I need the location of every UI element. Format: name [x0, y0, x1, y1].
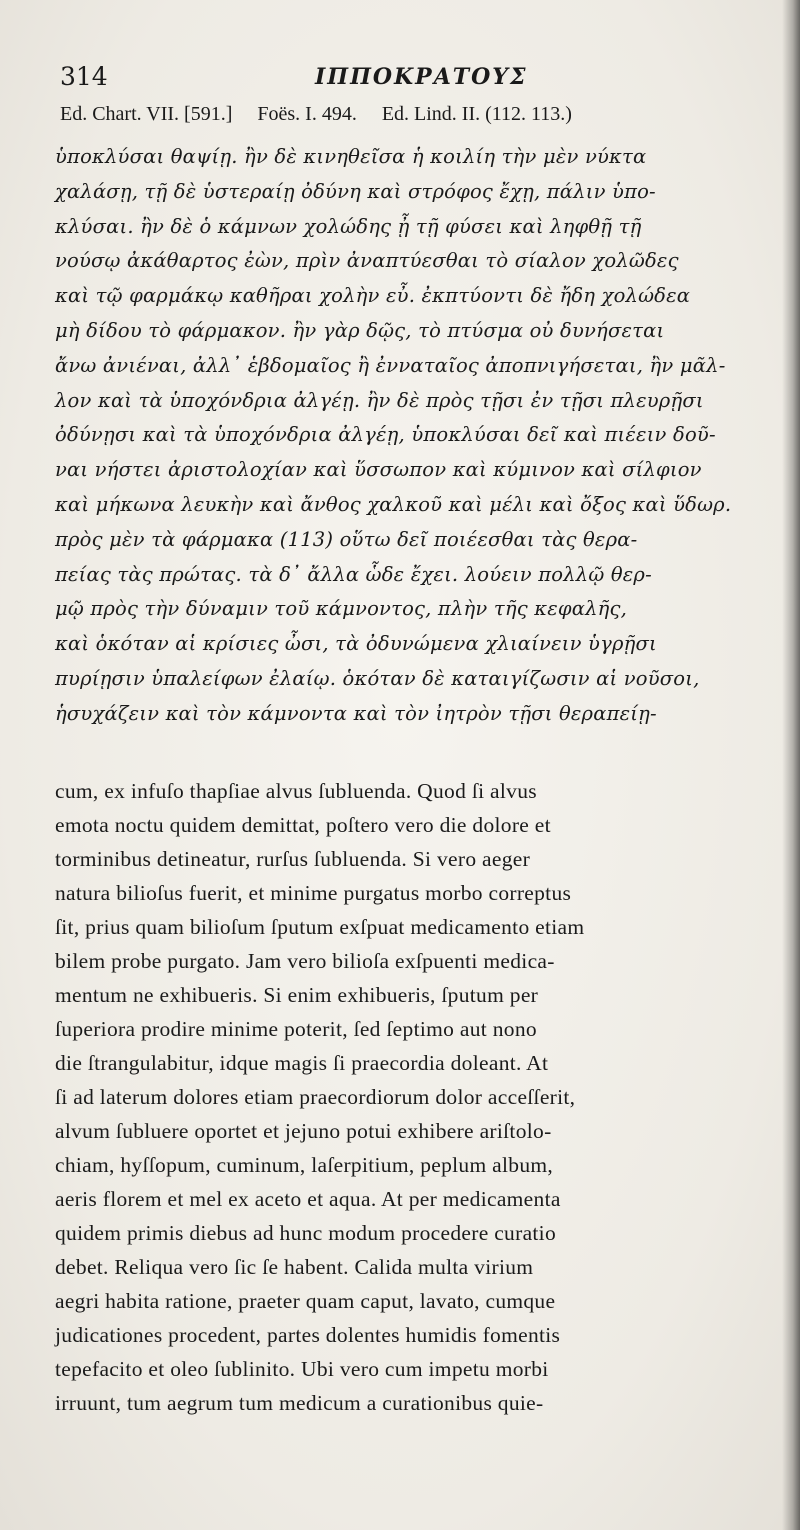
- latin-text-line: quidem primis diebus ad hunc modum procedere curatio: [55, 1221, 557, 1245]
- latin-text-line: die ſtrangulabitur, idque magis ſi praecordia doleant. At: [55, 1051, 549, 1075]
- greek-text-line: πείας τὰς πρώτας. τὰ δ᾽ ἄλλα ὧδε ἔχει. λούειν πολλῷ θερ-: [55, 562, 652, 586]
- greek-text-line: ναι νήστει ἀριστολοχίαν καὶ ὕσσωπον καὶ κύμινον καὶ σίλφιον: [55, 458, 702, 482]
- latin-text-line: alvum ſubluere oportet et jejuno potui exhibere ariſtolo-: [55, 1119, 552, 1143]
- greek-text-line: μῷ πρὸς τὴν δύναμιν τοῦ κάμνοντος, πλὴν τῆς κεφαλῆς,: [55, 597, 628, 621]
- page-header: [60, 62, 760, 102]
- greek-text-line: ἡσυχάζειν καὶ τὸν κάμνοντα καὶ τὸν ἰητρὸν τῇσι θεραπείῃ-: [55, 701, 657, 725]
- greek-text-line: μὴ δίδου τὸ φάρμακον. ἢν γὰρ δῷς, τὸ πτύσμα οὐ δυνήσεται: [55, 318, 665, 342]
- latin-text-line: ſi ad laterum dolores etiam praecordiorum dolor acceſſerit,: [55, 1085, 576, 1109]
- greek-text-line: πρὸς μὲν τὰ φάρμακα (113) οὕτω δεῖ ποιέεσθαι τὰς θερα-: [55, 527, 638, 551]
- latin-text-line: ſit, prius quam bilioſum ſputum exſpuat medicamento etiam: [55, 915, 585, 939]
- greek-text-line: κλύσαι. ἢν δὲ ὁ κάμνων χολώδης ᾖ τῇ φύσει καὶ ληφθῇ τῇ: [55, 214, 642, 238]
- latin-text-line: natura bilioſus fuerit, et minime purgatus morbo correptus: [55, 881, 572, 905]
- latin-text-line: chiam, hyſſopum, cuminum, laſerpitium, peplum album,: [55, 1153, 554, 1177]
- greek-text-line: ἄνω ἀνιέναι, ἀλλ᾽ ἑβδομαῖος ἢ ἐνναταῖος ἀποπνιγήσεται, ἢν μᾶλ-: [55, 353, 726, 377]
- greek-text-line: ὑποκλύσαι θαψίῃ. ἢν δὲ κινηθεῖσα ἡ κοιλίη τὴν μὲν νύκτα: [55, 145, 647, 168]
- latin-text-line: aeris florem et mel ex aceto et aqua. At per medicamenta: [55, 1187, 561, 1211]
- latin-text-line: bilem probe purgato. Jam vero bilioſa exſpuenti medica-: [55, 949, 555, 973]
- edition-reference-line: Ed. Chart. VII. [591.] Foës. I. 494. Ed. Lind. II. (112. 113.): [60, 103, 572, 125]
- latin-text-line: torminibus detineatur, rurſus ſubluenda. Si vero aeger: [55, 847, 531, 871]
- greek-text-line: πυρίῃσιν ὑπαλείφων ἐλαίῳ. ὁκόταν δὲ καταιγίζωσιν αἱ νοῦσοι,: [55, 666, 700, 690]
- greek-text-line: καὶ μήκωνα λευκὴν καὶ ἄνθος χαλκοῦ καὶ μέλι καὶ ὄξος καὶ ὕδωρ.: [55, 492, 732, 516]
- latin-translation-block: [55, 774, 785, 1420]
- page-number: 314: [60, 62, 108, 91]
- greek-text-line: χαλάσῃ, τῇ δὲ ὑστεραίῃ ὀδύνη καὶ στρόφος ἔχῃ, πάλιν ὑπο-: [55, 179, 656, 203]
- binding-shadow: [782, 0, 800, 1530]
- greek-text-line: καὶ ὁκόταν αἱ κρίσιες ὦσι, τὰ ὀδυνώμενα χλιαίνειν ὑγρῇσι: [55, 632, 657, 656]
- latin-text-line: judicationes procedent, partes dolentes humidis fomentis: [55, 1323, 561, 1347]
- latin-text-line: irruunt, tum aegrum tum medicum a curationibus quie-: [55, 1391, 544, 1415]
- latin-text-line: debet. Reliqua vero ſic ſe habent. Calida multa virium: [55, 1255, 534, 1279]
- latin-text-line: emota noctu quidem demittat, poſtero vero die dolore et: [55, 813, 551, 837]
- greek-text-line: καὶ τῷ φαρμάκῳ καθῆραι χολὴν εὖ. ἐκπτύοντι δὲ ἤδη χολώδεα: [55, 284, 691, 308]
- greek-text-line: ὀδύνῃσι καὶ τὰ ὑποχόνδρια ἀλγέῃ, ὑποκλύσαι δεῖ καὶ πιέειν δοῦ-: [55, 423, 716, 447]
- greek-text-line: νούσῳ ἀκάθαρτος ἐὼν, πρὶν ἀναπτύεσθαι τὸ σίαλον χολῶδες: [55, 249, 679, 273]
- running-title: ΙΠΠΟΚΡΑΤΟΥΣ: [315, 64, 528, 90]
- latin-text-line: mentum ne exhibueris. Si enim exhibueris, ſputum per: [55, 983, 539, 1007]
- greek-text-block: [55, 140, 795, 732]
- latin-text-line: aegri habita ratione, praeter quam caput, lavato, cumque: [55, 1289, 556, 1313]
- latin-text-line: cum, ex infuſo thapſiae alvus ſubluenda. Quod ſi alvus: [55, 779, 537, 803]
- latin-text-line: ſuperiora prodire minime poterit, ſed ſeptimo aut nono: [55, 1017, 537, 1041]
- greek-text-line: λον καὶ τὰ ὑποχόνδρια ἀλγέῃ. ἢν δὲ πρὸς τῇσι ἐν τῇσι πλευρῇσι: [55, 388, 704, 412]
- latin-text-line: tepefacito et oleo ſublinito. Ubi vero cum impetu morbi: [55, 1357, 549, 1381]
